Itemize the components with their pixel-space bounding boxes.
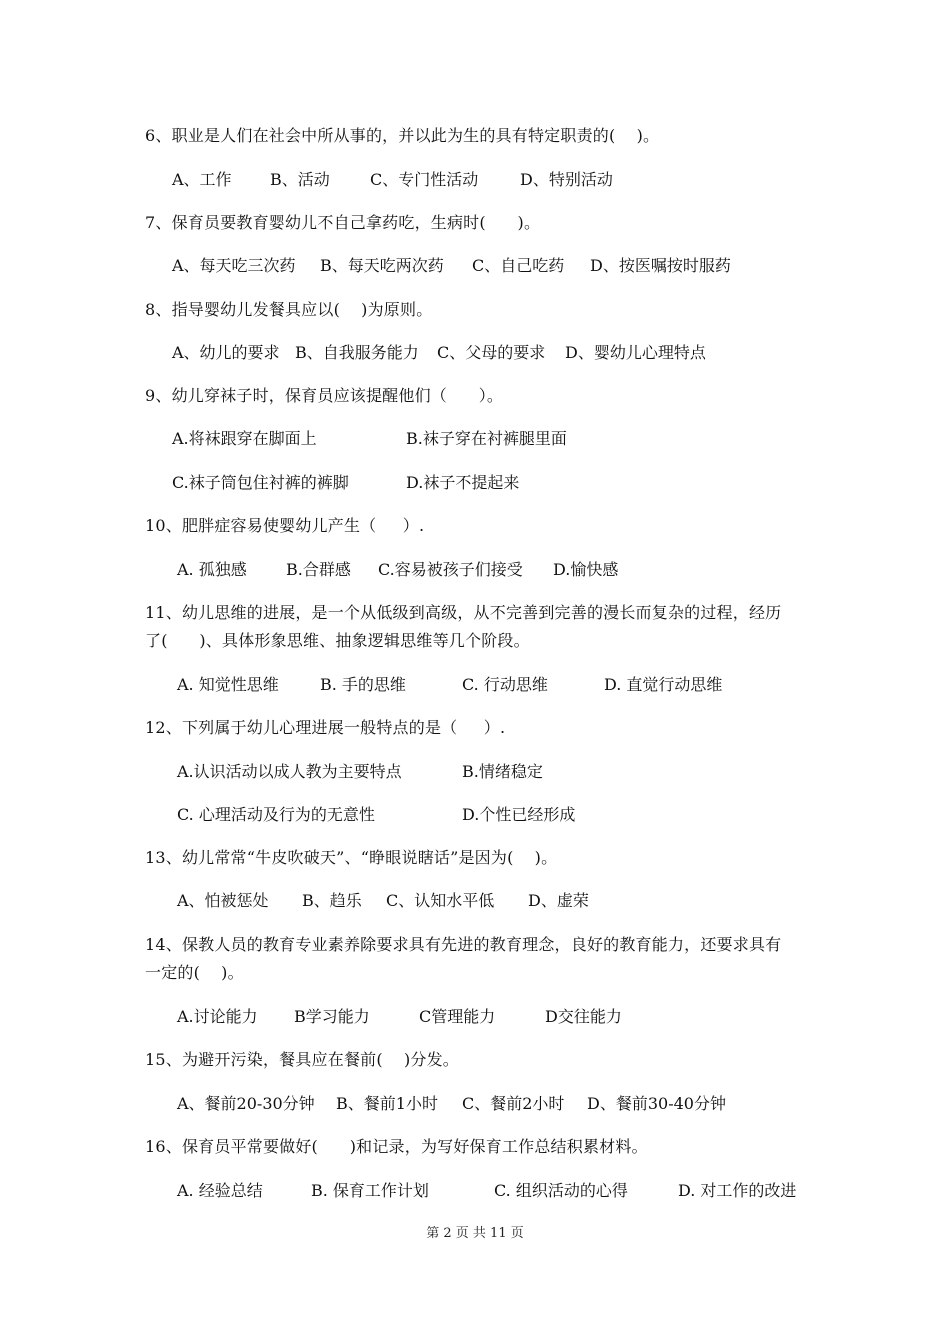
question-12-stem: 12、下列属于幼儿心理进展一般特点的是（ ）.: [145, 718, 506, 737]
question-13-stem: 13、幼儿常常“牛皮吹破天”、“睁眼说瞎话”是因为( )。: [145, 848, 558, 867]
question-16-option-c: C. 组织活动的心得: [494, 1181, 628, 1200]
question-14-stem-continued: 一定的( )。: [145, 963, 244, 982]
question-14-option-a: A.讨论能力: [177, 1007, 258, 1026]
question-13-option-a: A、怕被惩处: [177, 891, 269, 910]
question-12-option-d: D.个性已经形成: [462, 805, 576, 824]
question-6-option-d: D、特别活动: [520, 170, 613, 189]
question-13-option-d: D、虚荣: [528, 891, 589, 910]
question-12-option-c: C. 心理活动及行为的无意性: [177, 805, 375, 824]
question-11-option-a: A. 知觉性思维: [177, 675, 279, 694]
question-16-stem: 16、保育员平常要做好( )和记录，为写好保育工作总结积累材料。: [145, 1137, 648, 1156]
question-12-options-row2: [0, 805, 950, 825]
question-8-option-b: B、自我服务能力: [295, 343, 419, 362]
question-10-stem: 10、肥胖症容易使婴幼儿产生（ ）.: [145, 516, 425, 535]
question-12-option-b: B.情绪稳定: [462, 762, 543, 781]
question-9-option-c: C.袜子筒包住衬裤的裤脚: [172, 473, 349, 492]
question-7-option-a: A、每天吃三次药: [172, 256, 296, 275]
question-16-option-b: B. 保育工作计划: [311, 1181, 429, 1200]
question-15-option-c: C、餐前2小时: [462, 1094, 565, 1113]
question-12-option-a: A.认识活动以成人教为主要特点: [177, 762, 402, 781]
question-6-option-b: B、活动: [270, 170, 330, 189]
question-9-stem: 9、幼儿穿袜子时，保育员应该提醒他们（ ）。: [145, 386, 504, 405]
question-9-option-d: D.袜子不提起来: [406, 473, 520, 492]
question-16-options: [0, 1181, 950, 1201]
question-14-stem: 14、保教人员的教育专业素养除要求具有先进的教育理念，良好的教育能力，还要求具有: [145, 935, 782, 954]
question-10-option-b: B.合群感: [286, 560, 351, 579]
question-8-stem: 8、指导婴幼儿发餐具应以( )为原则。: [145, 300, 433, 319]
question-7-option-b: B、每天吃两次药: [320, 256, 444, 275]
question-13-option-c: C、认知水平低: [386, 891, 495, 910]
question-15-option-a: A、餐前20-30分钟: [177, 1094, 315, 1113]
question-16-option-d: D. 对工作的改进: [678, 1181, 797, 1200]
question-8-option-a: A、幼儿的要求: [172, 343, 280, 362]
question-10-option-d: D.愉快感: [553, 560, 619, 579]
question-13-options: [0, 891, 950, 911]
question-7-stem: 7、保育员要教育婴幼儿不自己拿药吃，生病时( )。: [145, 213, 541, 232]
question-12-options-row1: [0, 762, 950, 782]
page-number-footer: 第 2 页 共 11 页: [426, 1226, 524, 1241]
question-6-options: [0, 170, 950, 190]
question-9-options-row2: [0, 473, 950, 493]
question-13-option-b: B、趋乐: [302, 891, 362, 910]
question-14-option-b: B学习能力: [294, 1007, 370, 1026]
question-11-stem: 11、幼儿思维的进展，是一个从低级到高级，从不完善到完善的漫长而复杂的过程，经历: [145, 603, 782, 622]
question-9-options-row1: [0, 429, 950, 449]
question-8-option-d: D、婴幼儿心理特点: [565, 343, 706, 362]
question-15-stem: 15、为避开污染，餐具应在餐前( )分发。: [145, 1050, 459, 1069]
question-10-option-c: C.容易被孩子们接受: [378, 560, 523, 579]
question-6-option-c: C、专门性活动: [370, 170, 479, 189]
question-10-option-a: A. 孤独感: [177, 560, 247, 579]
question-14-options: [0, 1007, 950, 1027]
question-15-option-d: D、餐前30-40分钟: [587, 1094, 726, 1113]
question-7-option-c: C、自己吃药: [472, 256, 565, 275]
question-16-option-a: A. 经验总结: [177, 1181, 263, 1200]
question-7-options: [0, 256, 950, 276]
question-15-option-b: B、餐前1小时: [336, 1094, 438, 1113]
question-10-options: [0, 560, 950, 580]
question-11-option-c: C. 行动思维: [462, 675, 548, 694]
question-7-option-d: D、按医嘱按时服药: [590, 256, 731, 275]
question-14-option-c: C管理能力: [419, 1007, 496, 1026]
question-14-option-d: D交往能力: [545, 1007, 622, 1026]
question-8-option-c: C、父母的要求: [437, 343, 546, 362]
question-11-option-b: B. 手的思维: [320, 675, 406, 694]
question-9-option-b: B.袜子穿在衬裤腿里面: [406, 429, 567, 448]
question-8-options: [0, 343, 950, 363]
question-9-option-a: A.将袜跟穿在脚面上: [172, 429, 317, 448]
question-11-option-d: D. 直觉行动思维: [604, 675, 723, 694]
question-15-options: [0, 1094, 950, 1114]
question-6-stem: 6、职业是人们在社会中所从事的，并以此为生的具有特定职责的( )。: [145, 126, 660, 145]
question-11-stem-continued: 了( )、具体形象思维、抽象逻辑思维等几个阶段。: [145, 631, 530, 650]
question-6-option-a: A、工作: [172, 170, 232, 189]
question-11-options: [0, 675, 950, 695]
